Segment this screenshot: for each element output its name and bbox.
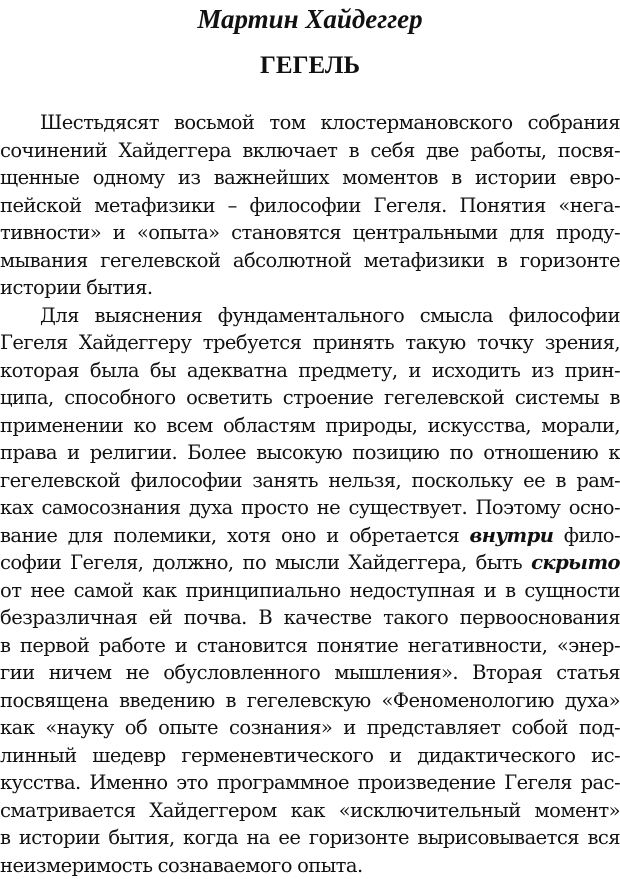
text-segment: неизмеримость сознаваемого опыта. bbox=[0, 854, 363, 877]
text-segment: как «науку об опыте сознания» и представляет собой под- bbox=[0, 716, 620, 739]
text-line bbox=[0, 632, 620, 660]
text-line bbox=[0, 852, 620, 879]
text-line bbox=[0, 769, 620, 797]
text-line bbox=[0, 742, 620, 770]
text-segment: безразличная ей почва. В качестве такого первооснования bbox=[0, 606, 620, 629]
text-segment: сматривается Хайдеггером как «исключительный момент» bbox=[0, 799, 620, 822]
text-line bbox=[0, 522, 620, 550]
text-line bbox=[0, 797, 620, 825]
text-line bbox=[0, 577, 620, 605]
text-segment: в истории бытия, когда на ее горизонте вырисовывается вся bbox=[0, 826, 620, 849]
text-segment: тивности» и «опыта» становятся центральными для проду- bbox=[0, 221, 620, 244]
author-heading: Мартин Хайдеггер bbox=[0, 4, 620, 34]
text-line bbox=[0, 412, 620, 440]
text-segment: от нее самой как принципиально недоступная и в сущности bbox=[0, 579, 620, 602]
emphasized-word: внутри bbox=[470, 524, 554, 547]
text-line bbox=[0, 109, 620, 137]
text-line bbox=[0, 549, 620, 577]
text-segment: истории бытия. bbox=[0, 276, 152, 299]
text-segment: применении ко всем областям природы, искусства, морали, bbox=[0, 414, 620, 437]
text-segment: пейской метафизики – философии Гегеля. Понятия «нега- bbox=[0, 194, 620, 217]
text-line bbox=[0, 274, 620, 302]
page-title: ГЕГЕЛЬ bbox=[0, 52, 620, 80]
text-segment: Шестьдясят восьмой том клостермановского собрания bbox=[40, 111, 620, 134]
text-line bbox=[0, 137, 620, 165]
text-segment: вание для полемики, хотя оно и обретается bbox=[0, 524, 470, 547]
text-segment: фило- bbox=[553, 524, 620, 547]
text-segment: мывания гегелевской абсолютной метафизики в горизонте bbox=[0, 249, 620, 272]
text-line bbox=[0, 439, 620, 467]
text-segment: посвящена введению в гегелевскую «Феноменологию духа» bbox=[0, 689, 620, 712]
text-line bbox=[0, 164, 620, 192]
text-line bbox=[0, 192, 620, 220]
text-line bbox=[0, 824, 620, 852]
text-line bbox=[0, 494, 620, 522]
text-line bbox=[0, 467, 620, 495]
text-line bbox=[0, 604, 620, 632]
text-segment: ках самосознания духа просто не существует. Поэтому осно- bbox=[0, 496, 620, 519]
text-line bbox=[0, 384, 620, 412]
text-segment: кусства. Именно это программное произведение Гегеля рас- bbox=[0, 771, 620, 794]
text-segment: сочинений Хайдеггера включает в себя две работы, посвя- bbox=[0, 139, 620, 162]
text-segment: линный шедевр герменевтического и дидактического ис- bbox=[0, 744, 620, 767]
text-line bbox=[0, 714, 620, 742]
text-line bbox=[0, 247, 620, 275]
text-line bbox=[0, 302, 620, 330]
text-segment: Для выяснения фундаментального смысла философии bbox=[40, 304, 620, 327]
text-segment: ципа, способного осветить строение гегелевской системы в bbox=[0, 386, 620, 409]
body-text bbox=[0, 109, 620, 879]
text-segment: которая была бы адекватна предмету, и исходить из прин- bbox=[0, 359, 620, 382]
text-segment: гегелевской философии занять нельзя, поскольку ее в рам- bbox=[0, 469, 620, 492]
text-line bbox=[0, 329, 620, 357]
text-segment: в первой работе и становится понятие негативности, «энер- bbox=[0, 634, 620, 657]
text-segment: права и религии. Более высокую позицию по отношению к bbox=[0, 441, 620, 464]
text-line bbox=[0, 659, 620, 687]
text-line bbox=[0, 219, 620, 247]
emphasized-word: скрыто bbox=[531, 551, 620, 574]
text-segment: гии ничем не обусловленного мышления». Вторая статья bbox=[0, 661, 620, 684]
text-segment: щенные одному из важнейших моментов в истории евро- bbox=[0, 166, 620, 189]
text-segment: софии Гегеля, должно, по мысли Хайдеггера, быть bbox=[0, 551, 531, 574]
text-line bbox=[0, 687, 620, 715]
text-line bbox=[0, 357, 620, 385]
text-segment: Гегеля Хайдеггеру требуется принять такую точку зрения, bbox=[0, 331, 620, 354]
